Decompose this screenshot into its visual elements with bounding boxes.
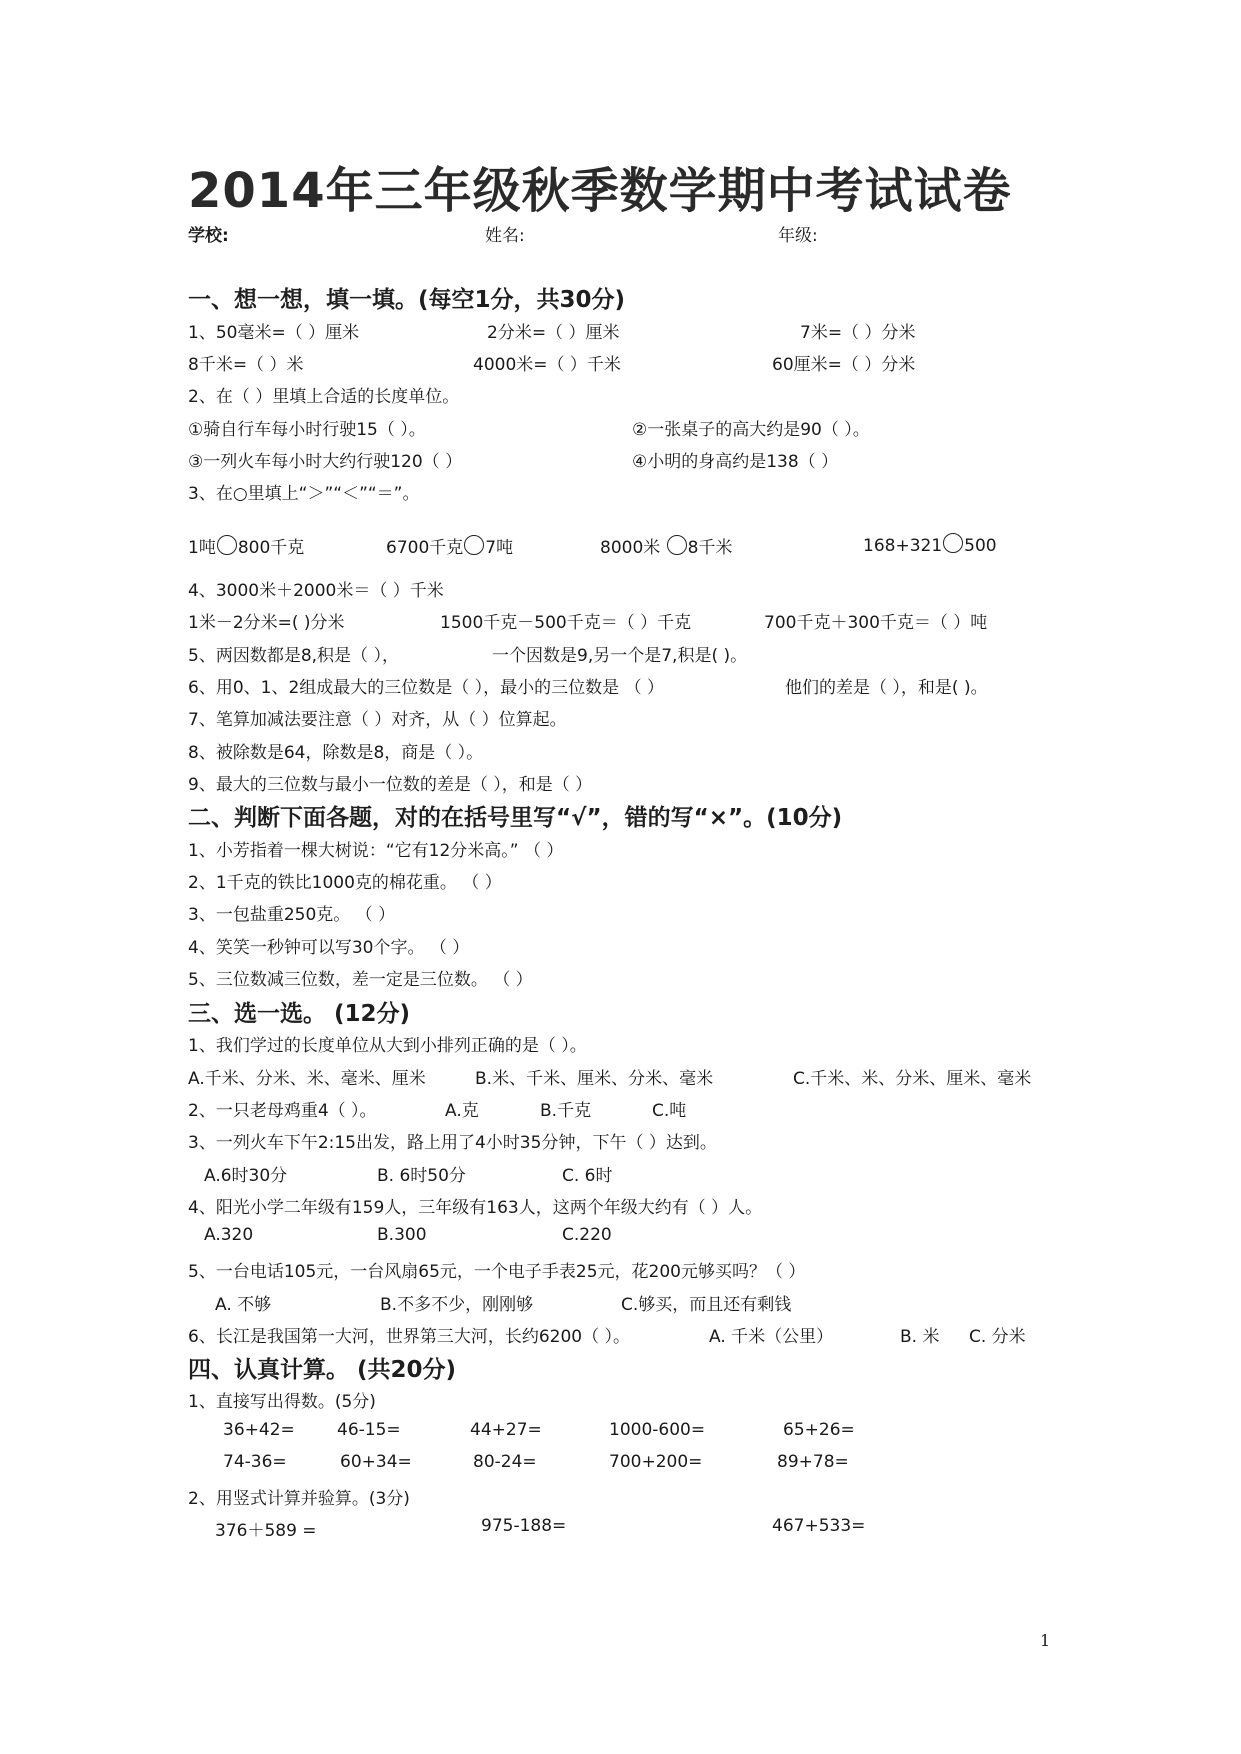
section-3-title: 三、选一选。 (12分) (188, 1001, 411, 1027)
s1-q5a: 5、两因数都是8,积是（ ）， (188, 646, 399, 666)
s3-q4-option-b: B.300 (377, 1225, 427, 1245)
s3-q5-text: 5、一台电话105元，一台风扇65元，一个电子手表25元，花200元够买吗？（ ） (188, 1262, 806, 1282)
s3-q2-option-c: C.吨 (652, 1101, 687, 1121)
s1-q6a: 6、用0、1、2组成最大的三位数是（ ），最小的三位数是 （ ） (188, 678, 664, 698)
section-2-title: 二、判断下面各题，对的在括号里写“√”，错的写“×”。(10分) (188, 805, 843, 831)
s3-q1-option-a: A.千米、分米、米、毫米、厘米 (188, 1069, 426, 1089)
calc-item: 80-24= (473, 1452, 537, 1472)
s1-q1a: 1、50毫米=（ ）厘米 (188, 323, 360, 343)
school-label: 学校: (188, 226, 229, 246)
s3-q2-option-a: A.克 (445, 1101, 479, 1121)
s3-q4-option-c: C.220 (562, 1225, 612, 1245)
compare-2-right: 7吨 (485, 538, 514, 558)
s1-q1d: 8千米=（ ）米 (188, 355, 304, 375)
compare-1-left: 1吨 (188, 538, 216, 558)
s3-q6-option-c: C. 分米 (969, 1327, 1026, 1347)
compare-3-right: 8千米 (687, 538, 733, 558)
section-4-title: 四、认真计算。 (共20分) (188, 1357, 457, 1383)
calc-item: 44+27= (470, 1420, 542, 1440)
compare-4-left: 168+321 (863, 536, 943, 556)
compare-circle-3[interactable] (667, 535, 687, 555)
compare-circle-2[interactable] (464, 535, 484, 555)
s1-q4-text: 4、3000米＋2000米＝（ ）千米 (188, 581, 444, 601)
s3-q6-text: 6、长江是我国第一大河，世界第三大河，长约6200（ ）。 (188, 1327, 630, 1347)
s2-q5-text: 5、三位数减三位数，差一定是三位数。 （ ） (188, 970, 533, 990)
section-1-title: 一、想一想，填一填。(每空1分，共30分) (188, 287, 626, 313)
page-number: 1 (1040, 1631, 1051, 1650)
s3-q6-option-a: A. 千米（公里） (709, 1327, 834, 1347)
s1-q7-text: 7、笔算加减法要注意（ ）对齐，从（ ）位算起。 (188, 710, 567, 730)
s3-q5-option-b: B.不多不少，刚刚够 (380, 1295, 534, 1315)
s1-q2-text: 2、在（ ）里填上合适的长度单位。 (188, 387, 460, 407)
calc-item: 376＋589 = (215, 1521, 317, 1541)
s1-q2a: ①骑自行车每小时行驶15（ ）。 (188, 420, 426, 440)
compare-circle-1[interactable] (217, 535, 237, 555)
calc-item: 60+34= (340, 1452, 412, 1472)
compare-circle-4[interactable] (943, 533, 963, 553)
compare-1-right: 800千克 (237, 538, 305, 558)
calc-item: 89+78= (777, 1452, 849, 1472)
s3-q5-option-a: A. 不够 (215, 1295, 272, 1315)
s1-q1b: 2分米=（ ）厘米 (487, 323, 620, 343)
s1-q4c: 700千克＋300千克＝（ ）吨 (764, 613, 988, 633)
s3-q1-option-b: B.米、千米、厘米、分米、毫米 (475, 1069, 714, 1089)
s4-q2-text: 2、用竖式计算并验算。(3分) (188, 1489, 410, 1509)
s1-q1f: 60厘米=（ ）分米 (772, 355, 916, 375)
compare-3-left: 8000米 (600, 538, 666, 558)
s2-q1-text: 1、小芳指着一棵大树说：“它有12分米高。” （ ） (188, 841, 564, 861)
s3-q5-option-c: C.够买，而且还有剩钱 (621, 1295, 792, 1315)
s1-q2c: ③一列火车每小时大约行驶120（ ） (188, 452, 463, 472)
s2-q3-text: 3、一包盐重250克。 （ ） (188, 905, 396, 925)
s3-q3-option-c: C. 6时 (562, 1166, 613, 1186)
s3-q4-option-a: A.320 (204, 1225, 254, 1245)
s3-q4-text: 4、阳光小学二年级有159人，三年级有163人，这两个年级大约有（ ）人。 (188, 1198, 763, 1218)
calc-item: 700+200= (609, 1452, 703, 1472)
s3-q6-option-b: B. 米 (900, 1327, 940, 1347)
s3-q1-text: 1、我们学过的长度单位从大到小排列正确的是（ ）。 (188, 1036, 587, 1056)
s2-q4-text: 4、笑笑一秒钟可以写30个字。 （ ） (188, 938, 470, 958)
calc-item: 1000-600= (609, 1420, 706, 1440)
compare-4 (863, 533, 997, 556)
calc-item: 46-15= (337, 1420, 401, 1440)
calc-item: 74-36= (223, 1452, 287, 1472)
s1-q8-text: 8、被除数是64，除数是8，商是（ ）。 (188, 743, 484, 763)
s1-q9-text: 9、最大的三位数与最小一位数的差是（ ），和是（ ） (188, 775, 593, 795)
s3-q3-text: 3、一列火车下午2:15出发，路上用了4小时35分钟，下午（ ）达到。 (188, 1133, 717, 1153)
s1-q2b: ②一张桌子的高大约是90（ ）。 (632, 420, 870, 440)
s3-q2-text: 2、一只老母鸡重4（ ）。 (188, 1101, 377, 1121)
compare-3 (600, 533, 733, 558)
s1-q2d: ④小明的身高约是138（ ） (632, 452, 839, 472)
name-label: 姓名: (485, 226, 525, 246)
calc-item: 975-188= (481, 1516, 567, 1536)
s3-q2-option-b: B.千克 (540, 1101, 592, 1121)
s1-q4b: 1500千克－500千克＝（ ）千克 (440, 613, 692, 633)
s1-q4a: 1米－2分米=( )分米 (188, 613, 345, 633)
s1-q1c: 7米=（ ）分米 (800, 323, 916, 343)
exam-title: 2014年三年级秋季数学期中考试试卷 (188, 163, 1012, 219)
calc-item: 36+42= (223, 1420, 295, 1440)
compare-2-left: 6700千克 (386, 538, 464, 558)
s1-q3-text: 3、在○里填上“＞”“＜”“＝”。 (188, 484, 420, 504)
s1-q1e: 4000米=（ ）千米 (473, 355, 621, 375)
s3-q1-option-c: C.千米、米、分米、厘米、毫米 (793, 1069, 1032, 1089)
compare-1 (188, 533, 304, 558)
compare-4-right: 500 (964, 536, 997, 556)
calc-item: 65+26= (783, 1420, 855, 1440)
s4-q1-text: 1、直接写出得数。(5分) (188, 1392, 376, 1412)
calc-item: 467+533= (772, 1516, 866, 1536)
s3-q3-option-a: A.6时30分 (204, 1166, 288, 1186)
grade-label: 年级: (778, 226, 818, 246)
s1-q6b: 他们的差是（ ），和是( )。 (785, 678, 988, 698)
s3-q3-option-b: B. 6时50分 (377, 1166, 466, 1186)
s2-q2-text: 2、1千克的铁比1000克的棉花重。 （ ） (188, 873, 502, 893)
compare-2 (386, 533, 513, 558)
s1-q5b: 一个因数是9,另一个是7,积是( )。 (492, 646, 748, 666)
